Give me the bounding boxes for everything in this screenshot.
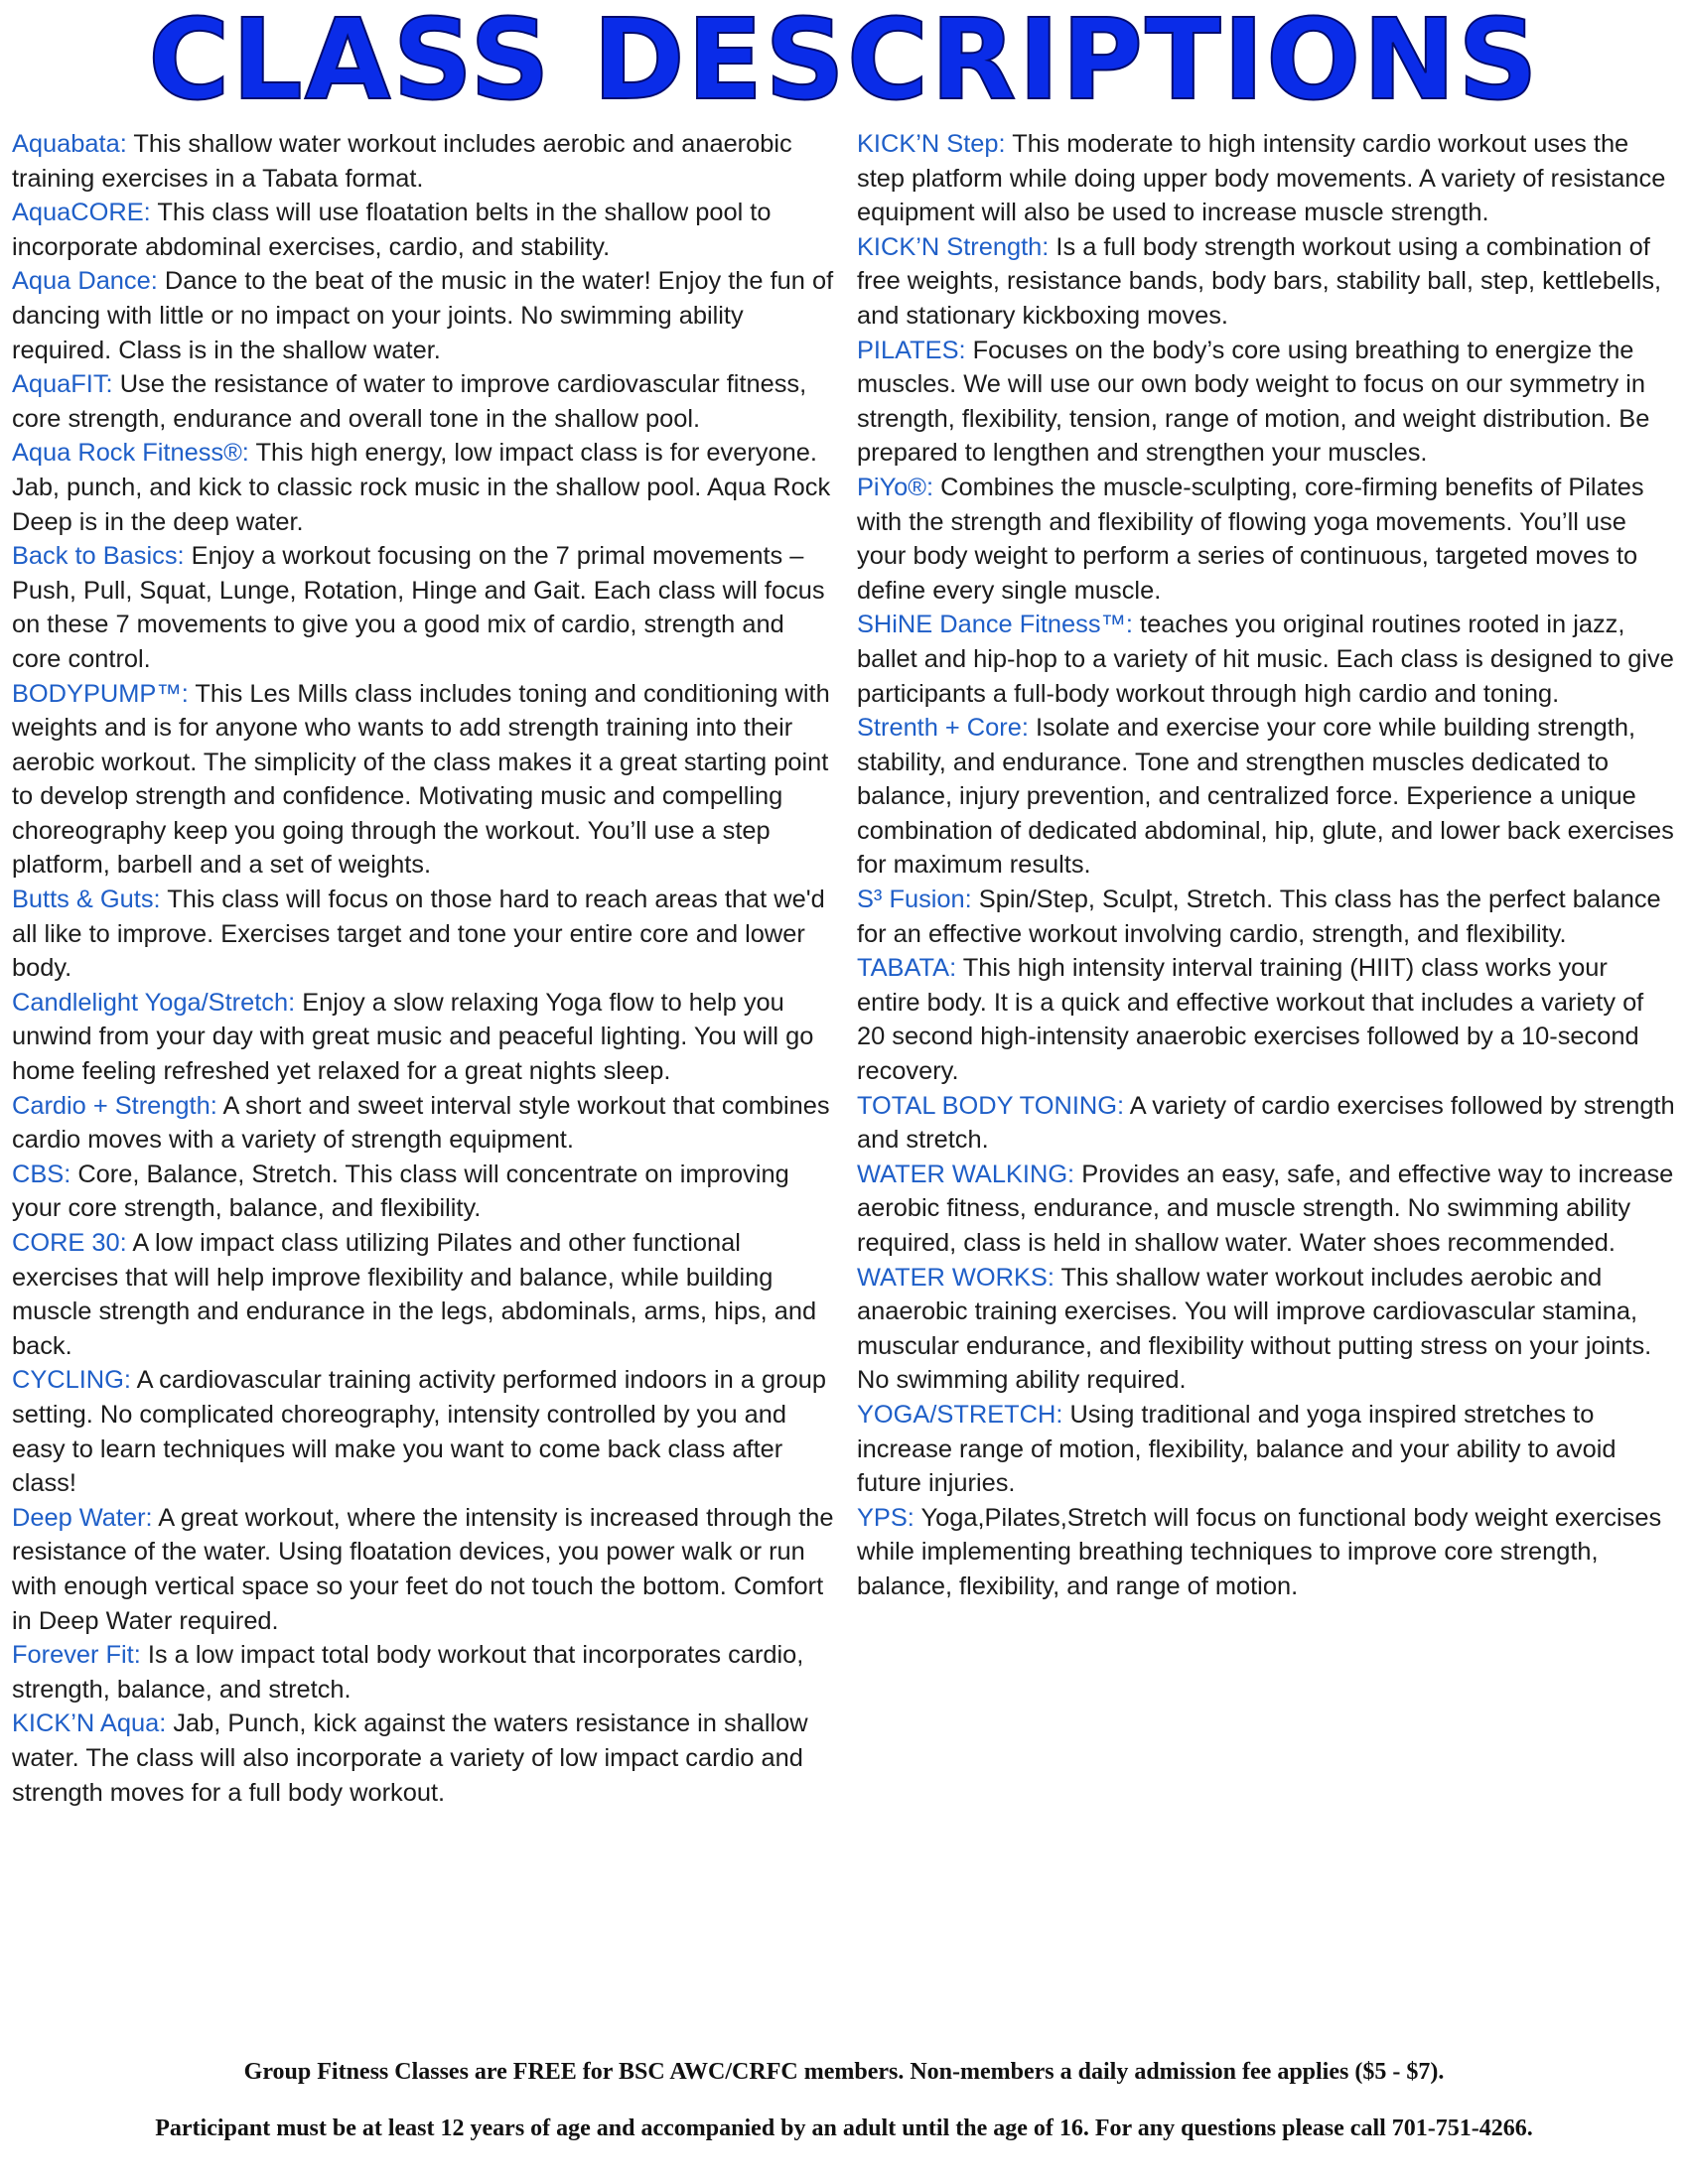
class-description: This high intensity interval training (HIIT) class works your entire body. It is a quick and effective workout that includes a variety of 20 second high-intensity anaerobic exercises followed by a 10-second recovery.: [857, 954, 1644, 1086]
class-entry: [12, 1501, 836, 1638]
class-entry: [857, 711, 1677, 883]
page-title: CLASS DESCRIPTIONS: [148, 0, 1540, 125]
class-description: teaches you original routines rooted in jazz, ballet and hip-hop to a variety of hit music. Each class is designed to give participants a full-body workout through high cardio and toning.: [857, 611, 1674, 708]
class-description: This class will use floatation belts in the shallow pool to incorporate abdominal exercises, cardio, and stability.: [12, 199, 772, 261]
class-name: Butts & Guts:: [12, 886, 161, 914]
class-entry: [857, 951, 1677, 1088]
class-entry: [857, 1261, 1677, 1398]
class-description: Focuses on the body’s core using breathing to energize the muscles. We will use our own body weight to focus on our symmetry in strength, flexibility, tension, range of motion, and weight distribution. Be prepared to lengthen and strengthen your muscles.: [857, 336, 1650, 468]
class-name: AquaCORE:: [12, 199, 151, 227]
footer-membership-note: Group Fitness Classes are FREE for BSC AWC/CRFC members. Non-members a daily admission fee applies ($5 - $7).: [243, 2059, 1445, 2085]
class-entry: [12, 196, 836, 264]
class-name: Candlelight Yoga/Stretch:: [12, 988, 296, 1017]
class-description: Yoga,Pilates,Stretch will focus on functional body weight exercises while implementing breathing techniques to improve core strength, balance, flexibility, and range of motion.: [857, 1503, 1662, 1600]
class-description: A low impact class utilizing Pilates and other functional exercises that will help improve flexibility and balance, while building muscle strength and endurance in the legs, abdominals, arms, hips, and back.: [12, 1229, 817, 1360]
class-name: Aqua Rock Fitness®:: [12, 439, 249, 468]
class-description: Is a low impact total body workout that incorporates cardio, strength, balance, and stretch.: [12, 1641, 804, 1704]
class-name: S³ Fusion:: [857, 886, 972, 914]
class-description: Combines the muscle-sculpting, core-firming benefits of Pilates with the strength and flexibility of flowing yoga movements. You’ll use your body weight to perform a series of continuous, targeted moves to define every single muscle.: [857, 473, 1644, 605]
class-entry: [12, 986, 836, 1089]
class-entry: [12, 1226, 836, 1363]
class-entry: [12, 1638, 836, 1706]
class-entry: [12, 1089, 836, 1158]
class-name: PiYo®:: [857, 473, 934, 501]
class-entry: [12, 436, 836, 539]
class-description: Isolate and exercise your core while building strength, stability, and endurance. Tone and strengthen muscles dedicated to balance, injury prevention, and centralized force. Experience a unique combination of dedicated abdominal, hip, glute, and lower back exercises for maximum results.: [857, 714, 1674, 880]
class-entry: [857, 883, 1677, 951]
class-entry: [857, 334, 1677, 471]
class-name: WATER WALKING:: [857, 1160, 1075, 1188]
class-name: TOTAL BODY TONING:: [857, 1091, 1125, 1120]
class-entry: [857, 230, 1677, 334]
class-entry: [857, 1398, 1677, 1501]
class-entry: [12, 264, 836, 367]
class-description: Enjoy a workout focusing on the 7 primal movements – Push, Pull, Squat, Lunge, Rotation, Hinge and Gait. Each class will focus on these 7 movements to give you a good mix of cardio, strength and core control.: [12, 542, 825, 673]
class-description: This shallow water workout includes aerobic and anaerobic training exercises. You will improve cardiovascular stamina, muscular endurance, and flexibility without putting stress on your joints. No swimming ability required.: [857, 1263, 1652, 1395]
class-entry: [857, 608, 1677, 711]
class-description: Jab, Punch, kick against the waters resistance in shallow water. The class will also incorporate a variety of low impact cardio and strength moves for a full body workout.: [12, 1709, 808, 1807]
class-name: WATER WORKS:: [857, 1263, 1055, 1292]
class-name: Forever Fit:: [12, 1641, 141, 1670]
class-description: This high energy, low impact class is for everyone. Jab, punch, and kick to classic rock music in the shallow pool. Aqua Rock Deep is in the deep water.: [12, 439, 831, 536]
class-name: TABATA:: [857, 954, 957, 983]
class-description: A cardiovascular training activity performed indoors in a group setting. No complicated choreography, intensity controlled by you and easy to learn techniques will make you want to come back class after class!: [12, 1366, 826, 1498]
class-name: Aquabata:: [12, 130, 127, 158]
right-column: [857, 127, 1677, 1604]
class-description: A great workout, where the intensity is increased through the resistance of the water. Using floatation devices, you power walk or run with enough vertical space so your feet do not touch the bottom. Comfort in Deep Water required.: [12, 1503, 834, 1635]
class-name: BODYPUMP™:: [12, 679, 189, 708]
class-name: KICK’N Step:: [857, 130, 1006, 158]
class-entry: [12, 539, 836, 676]
class-description: Core, Balance, Stretch. This class will concentrate on improving your core strength, balance, and flexibility.: [12, 1160, 789, 1223]
class-description: Dance to the beat of the music in the water! Enjoy the fun of dancing with little or no impact on your joints. No swimming ability required. Class is in the shallow water.: [12, 267, 834, 364]
class-description: Enjoy a slow relaxing Yoga flow to help you unwind from your day with great music and peaceful lighting. You will go home feeling refreshed yet relaxed for a great nights sleep.: [12, 988, 814, 1086]
class-description: Provides an easy, safe, and effective way to increase aerobic fitness, endurance, and muscle strength. No swimming ability required, class is held in shallow water. Water shoes recommended.: [857, 1160, 1674, 1257]
class-entry: [857, 1089, 1677, 1158]
left-column: [12, 127, 836, 1810]
class-name: KICK’N Aqua:: [12, 1709, 167, 1738]
class-name: CBS:: [12, 1160, 71, 1188]
class-entry: [12, 1706, 836, 1810]
class-name: Aqua Dance:: [12, 267, 158, 296]
class-name: Back to Basics:: [12, 542, 185, 571]
class-name: KICK’N Strength:: [857, 232, 1050, 261]
class-description: This Les Mills class includes toning and conditioning with weights and is for anyone who wants to add strength training into their aerobic workout. The simplicity of the class makes it a great starting point to develop strength and confidence. Motivating music and compelling choreography keep you going through the workout. You’ll use a step platform, barbell and a set of weights.: [12, 679, 830, 880]
class-name: CORE 30:: [12, 1229, 127, 1257]
class-entry: [12, 127, 836, 196]
class-entry: [12, 677, 836, 884]
class-entry: [857, 1158, 1677, 1261]
class-entry: [12, 883, 836, 986]
class-description: A variety of cardio exercises followed by strength and stretch.: [857, 1091, 1675, 1155]
class-name: Cardio + Strength:: [12, 1091, 217, 1120]
class-description: Use the resistance of water to improve cardiovascular fitness, core strength, endurance and overall tone in the shallow pool.: [12, 370, 807, 433]
class-name: CYCLING:: [12, 1366, 131, 1395]
class-entry: [857, 471, 1677, 608]
class-name: PILATES:: [857, 336, 966, 364]
class-name: AquaFIT:: [12, 370, 113, 399]
class-name: Deep Water:: [12, 1503, 153, 1532]
footer-age-contact-note: Participant must be at least 12 years of age and accompanied by an adult until the age of 16. For any questions please call 701-751-4266.: [155, 2116, 1533, 2141]
class-description: Is a full body strength workout using a combination of free weights, resistance bands, body bars, stability ball, step, kettlebells, and stationary kickboxing moves.: [857, 232, 1662, 330]
class-name: SHiNE Dance Fitness™:: [857, 611, 1133, 639]
class-description: This class will focus on those hard to reach areas that we'd all like to improve. Exercises target and tone your entire core and lower body.: [12, 886, 825, 983]
class-name: YPS:: [857, 1503, 914, 1532]
class-description: A short and sweet interval style workout that combines cardio moves with a variety of strength equipment.: [12, 1091, 830, 1155]
class-description: Spin/Step, Sculpt, Stretch. This class has the perfect balance for an effective workout involving cardio, strength, and flexibility.: [857, 886, 1661, 948]
class-name: YOGA/STRETCH:: [857, 1400, 1063, 1429]
class-entry: [12, 1363, 836, 1500]
class-description: This shallow water workout includes aerobic and anaerobic training exercises in a Tabata format.: [12, 130, 792, 193]
class-description: This moderate to high intensity cardio workout uses the step platform while doing upper body movements. A variety of resistance equipment will also be used to increase muscle strength.: [857, 130, 1666, 227]
class-description: Using traditional and yoga inspired stretches to increase range of motion, flexibility, balance and your ability to avoid future injuries.: [857, 1400, 1617, 1498]
class-name: Strenth + Core:: [857, 714, 1029, 743]
class-entry: [857, 1501, 1677, 1604]
class-entry: [857, 127, 1677, 230]
class-entry: [12, 367, 836, 436]
class-entry: [12, 1158, 836, 1226]
